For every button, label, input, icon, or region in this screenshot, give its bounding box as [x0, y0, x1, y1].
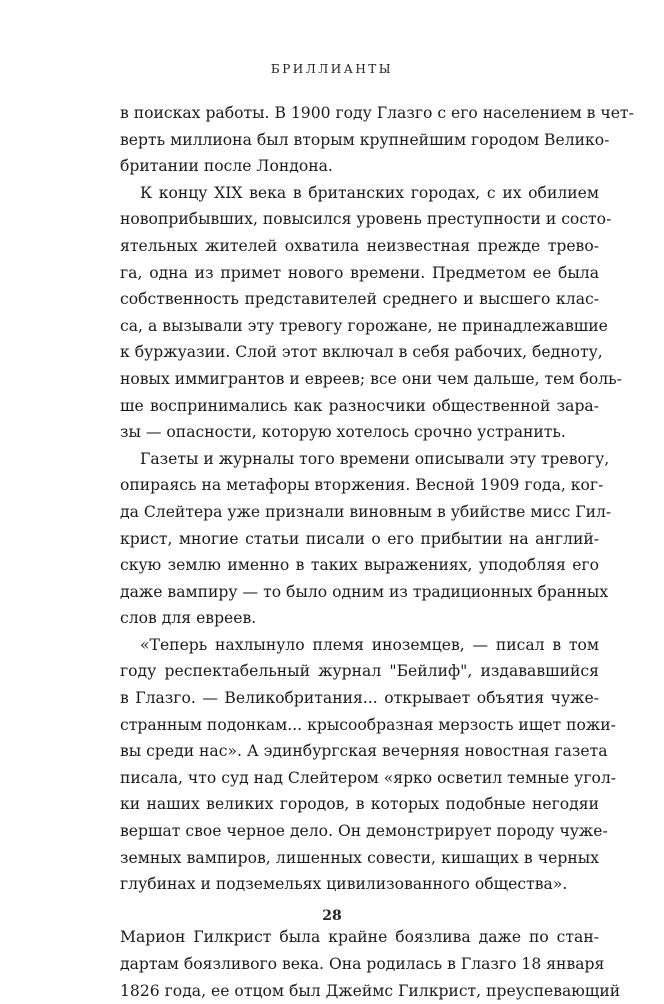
text-line: крист, многие статьи писали о его прибытии на англий-: [120, 529, 599, 548]
text-line: британии после Лондона.: [120, 157, 333, 176]
paragraph: [120, 924, 621, 1004]
paragraph: [120, 180, 622, 446]
text-line: га, одна из примет нового времени. Предметом ее была: [120, 263, 599, 282]
text-line: «Теперь нахлынуло племя иноземцев, — писал в том: [140, 635, 599, 654]
paragraph: [120, 446, 612, 632]
text-line: Газеты и журналы того времени описывали эту тревогу,: [140, 449, 610, 468]
text-line: году респектабельный журнал "Бейлиф", издававшийся: [120, 662, 599, 681]
text-line: ки наших великих городов, в которых подобные негодяи: [120, 795, 599, 814]
text-line: зы — опасности, которую хотелось срочно устранить.: [120, 423, 566, 442]
text-line: Марион Гилкрист была крайне боязлива даже по стан-: [120, 928, 599, 947]
text-line: слов для евреев.: [120, 609, 257, 628]
text-line: в Глазго. — Великобритания... открывает объятия чуже-: [120, 689, 599, 708]
text-line: глубинах и подземельях цивилизованного общества».: [120, 875, 568, 894]
text-line: новоприбывших, повысился уровень преступности и состо-: [120, 210, 612, 229]
text-line: даже вампиру — то было одним из традиционных бранных: [120, 582, 609, 601]
text-line: ше воспринимались как разносчики общественной зара-: [120, 396, 599, 415]
text-line: собственность представителей среднего и высшего клас-: [120, 290, 599, 309]
text-line: вы среди нас». А эдинбургская вечерняя новостная газета: [120, 742, 608, 761]
text-line: опираясь на метафоры вторжения. Весной 1909 года, ког-: [120, 476, 604, 495]
text-line: скую землю именно в таких выражениях, уподобляя его: [120, 556, 599, 575]
text-line: вершат свое черное дело. Он демонстрирует породу чуже-: [120, 822, 608, 841]
text-line: к буржуазии. Слой этот включал в себя рабочих, бедноту,: [120, 343, 603, 362]
text-line: да Слейтера уже признали виновным в убийстве мисс Гил-: [120, 502, 612, 521]
paragraph: [120, 100, 634, 180]
text-line: са, а вызывали эту тревогу горожане, не принадлежавшие: [120, 316, 608, 335]
running-head: БРИЛЛИАНТЫ: [270, 62, 394, 76]
text-line: новых иммигрантов и евреев; все они чем дальше, тем боль-: [120, 369, 622, 388]
text-line: дартам боязливого века. Она родилась в Глазго 18 января: [120, 955, 605, 973]
text-line: К концу XIX века в британских городах, с их обилием: [140, 183, 599, 202]
text-line: писала, что суд над Слейтером «ярко осветил темные угол-: [120, 768, 617, 787]
body-text: [120, 100, 634, 1004]
text-line: в поисках работы. В 1900 году Глазго с его населением в чет-: [120, 104, 634, 122]
text-line: верть миллиона был вторым крупнейшим городом Велико-: [120, 130, 610, 149]
paragraph: [120, 632, 617, 898]
text-line: земных вампиров, лишенных совести, кишащих в черных: [120, 848, 599, 867]
text-line: ятельных жителей охватила неизвестная прежде трево-: [120, 236, 599, 255]
text-line: 1826 года, ее отцом был Джеймс Гилкрист, преуспевающий: [120, 981, 621, 1000]
page-number: 28: [322, 908, 342, 924]
text-line: странным подонкам... крысообразная мерзость ищет пожи-: [120, 715, 616, 734]
